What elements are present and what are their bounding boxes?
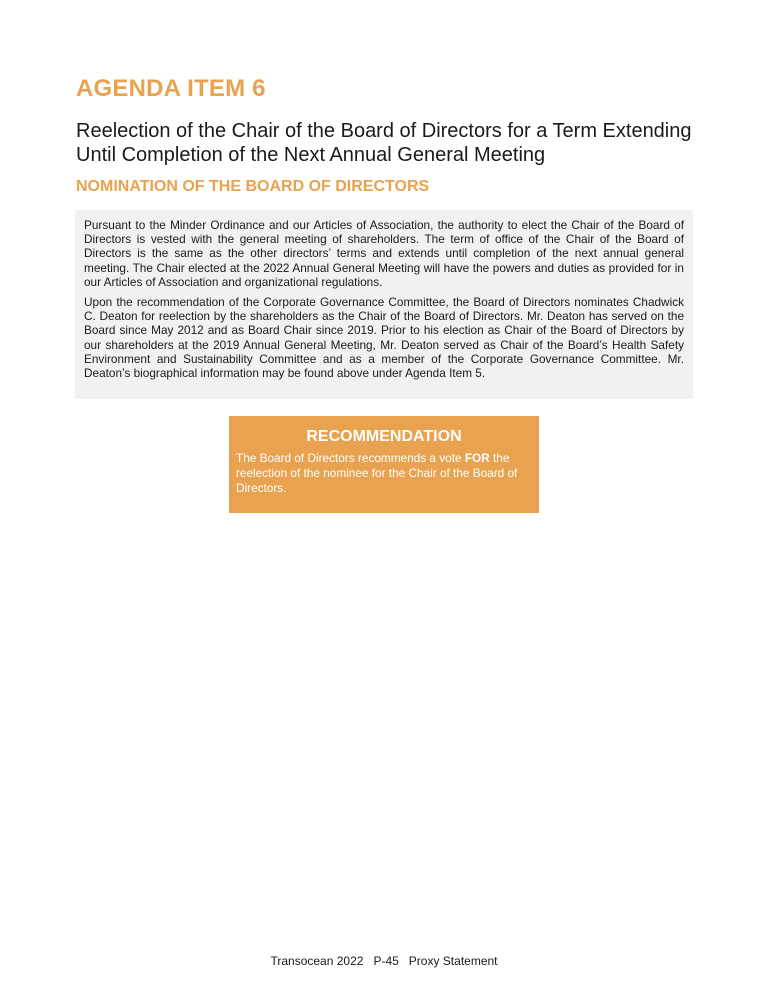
nomination-text-box bbox=[75, 210, 693, 399]
footer-company: Transocean 2022 bbox=[270, 954, 364, 968]
section-heading: NOMINATION OF THE BOARD OF DIRECTORS bbox=[76, 178, 430, 195]
footer-page-number: P-45 bbox=[373, 954, 399, 968]
page-title: Reelection of the Chair of the Board of Directors for a Term Extending Until Completion of the Next Annual General Meeting bbox=[76, 120, 692, 166]
recommendation-text-end: the reelection of the nominee for the Chair of the Board of Directors. bbox=[236, 451, 518, 495]
recommendation-text-start: The Board of Directors recommends a vote bbox=[236, 451, 465, 465]
page-footer bbox=[0, 954, 768, 968]
recommendation-text bbox=[236, 451, 532, 496]
paragraph-nomination: Upon the recommendation of the Corporate Governance Committee, the Board of Directors nominates Chadwick C. Deaton for reelection by the shareholders as the Chair of the Board of Directors. Mr. Deaton has served on the Board since May 2012 and as Board Chair since 2019. Prior to his election as Chair of the Board of Directors by our shareholders at the 2019 Annual General Meeting, Mr. Deaton served as Chair of the Board’s Health Safety Environment and Sustainability Committee and as a member of the Corporate Governance Committee. Mr. Deaton’s biographical information may be found above under Agenda Item 5. bbox=[84, 295, 684, 381]
footer-document: Proxy Statement bbox=[408, 954, 498, 968]
recommendation-title: RECOMMENDATION bbox=[306, 428, 462, 445]
agenda-item-heading: AGENDA ITEM 6 bbox=[76, 75, 266, 102]
recommendation-box bbox=[229, 416, 539, 513]
paragraph-authority: Pursuant to the Minder Ordinance and our Articles of Association, the authority to elect the Chair of the Board of Directors is vested with the general meeting of shareholders. The term of office of the Chair of the Board of Directors is the same as the other directors’ terms and extends until completion of the next annual general meeting. The Chair elected at the 2022 Annual General Meeting will have the powers and duties as provided for in our Articles of Association and organizational regulations. bbox=[84, 218, 684, 289]
recommendation-vote-for: FOR bbox=[464, 451, 490, 465]
